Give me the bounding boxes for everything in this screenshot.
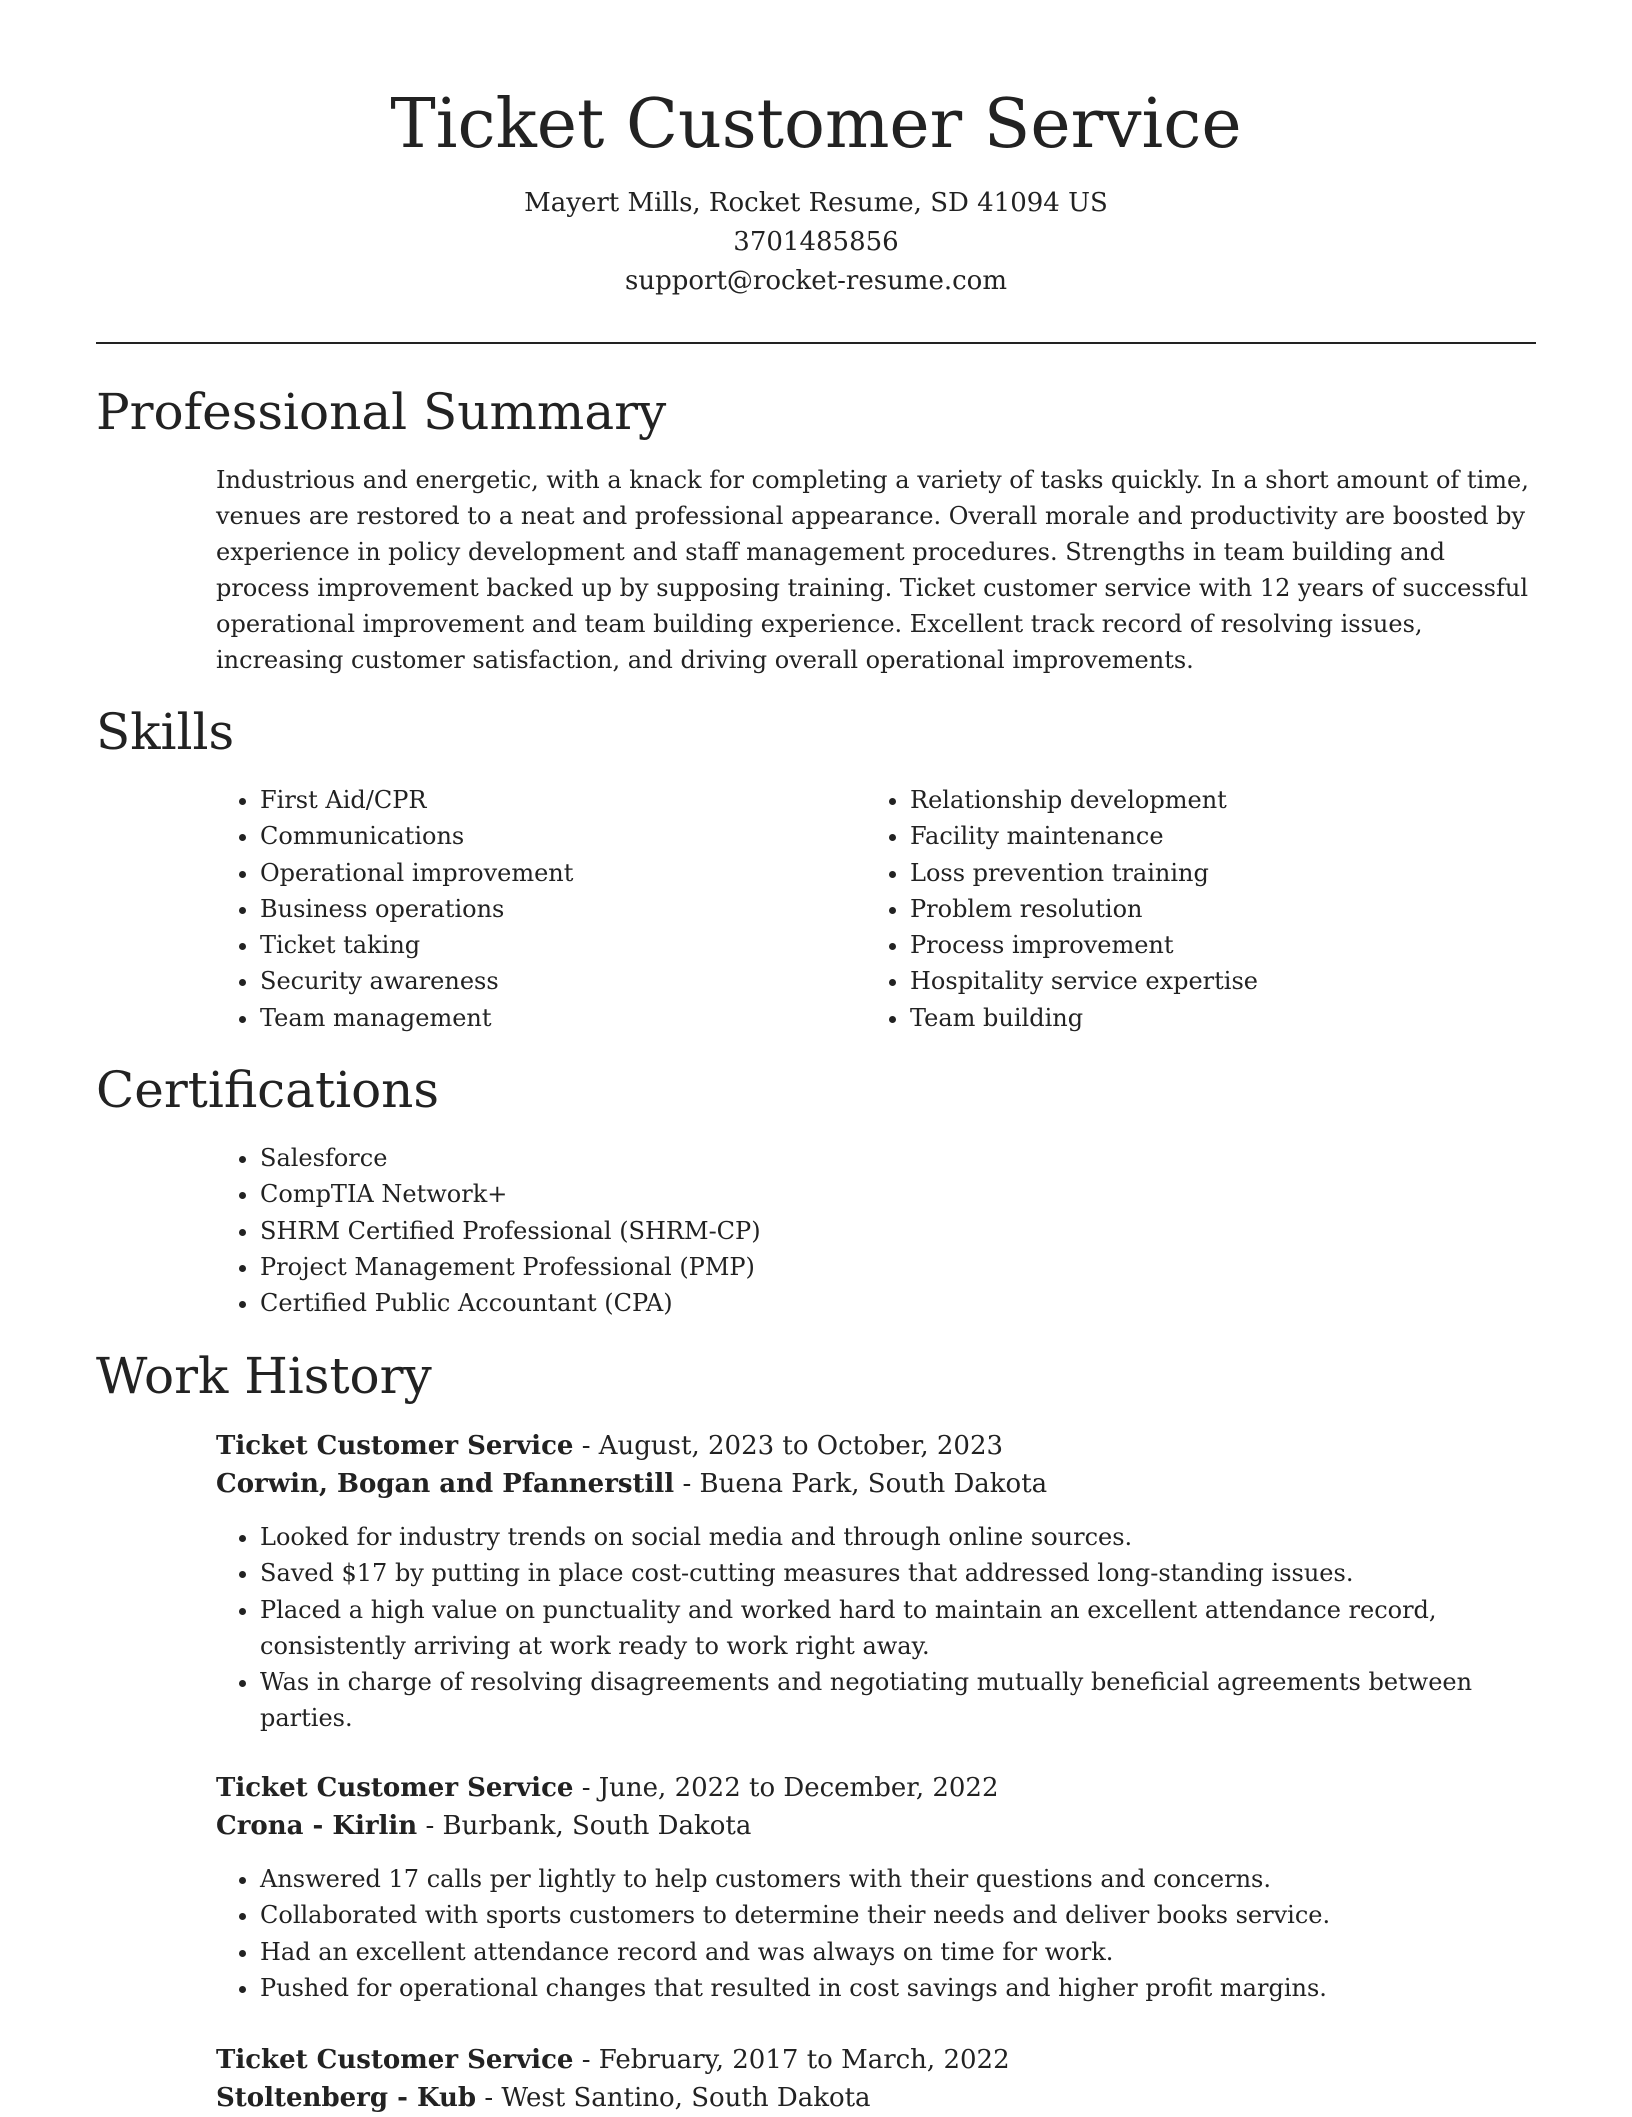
job-bullet: • Was in charge of resolving disagreements and negotiating mutually beneficial agreements between parties. xyxy=(260,1664,1536,1737)
job-company-line xyxy=(216,1807,1536,1845)
certification-item: • Project Management Professional (PMP) xyxy=(260,1249,1516,1285)
job-title-line xyxy=(216,1427,1536,1465)
job-title: Ticket Customer Service xyxy=(216,1773,574,1803)
skills-list-left xyxy=(216,782,816,1036)
skill-item: • Relationship development xyxy=(910,782,1536,818)
skill-item: • Business operations xyxy=(260,891,816,927)
job-title: Ticket Customer Service xyxy=(216,1431,574,1461)
job-entry xyxy=(216,1427,1536,1737)
job-company: Corwin, Bogan and Pfannerstill xyxy=(216,1469,675,1499)
job-dates: - June, 2022 to December, 2022 xyxy=(573,1773,999,1803)
job-bullet: • Collaborated with sports customers to determine their needs and deliver books service. xyxy=(260,1897,1536,1933)
skill-item: • Hospitality service expertise xyxy=(910,963,1536,999)
job-title: Ticket Customer Service xyxy=(216,2045,574,2075)
job-title-line xyxy=(216,2041,1536,2079)
job-bullets xyxy=(216,1861,1536,2006)
contact-phone: 3701485856 xyxy=(733,227,899,257)
job-bullet: • Answered 17 calls per lightly to help customers with their questions and concerns. xyxy=(260,1861,1536,1897)
job-bullet: • Looked for industry trends on social media and through online sources. xyxy=(260,1519,1536,1555)
job-company-line xyxy=(216,1465,1536,1503)
job-entry xyxy=(216,2041,1536,2117)
section-title-summary: Professional Summary xyxy=(96,383,667,441)
resume-name: Ticket Customer Service xyxy=(390,85,1242,164)
skill-item: • Loss prevention training xyxy=(910,855,1536,891)
section-title-certifications: Certifications xyxy=(96,1061,440,1119)
header-divider xyxy=(96,342,1536,344)
job-company-line xyxy=(216,2079,1536,2117)
skill-item: • Problem resolution xyxy=(910,891,1536,927)
job-bullets xyxy=(216,1519,1536,1737)
skill-item: • Facility maintenance xyxy=(910,818,1536,854)
job-bullet: • Had an excellent attendance record and was always on time for work. xyxy=(260,1934,1536,1970)
skill-item: • Ticket taking xyxy=(260,927,816,963)
certification-item: • SHRM Certified Professional (SHRM-CP) xyxy=(260,1213,1516,1249)
job-bullet: • Placed a high value on punctuality and worked hard to maintain an excellent attendance record, consistently arriving at work ready to work right away. xyxy=(260,1592,1536,1665)
skill-item: • First Aid/CPR xyxy=(260,782,816,818)
contact-block xyxy=(0,184,1632,301)
job-dates: - February, 2017 to March, 2022 xyxy=(573,2045,1010,2075)
section-title-skills: Skills xyxy=(96,703,235,761)
skills-column-left xyxy=(216,782,816,1036)
certifications-block xyxy=(216,1140,1516,1321)
job-company: Stoltenberg - Kub xyxy=(216,2083,477,2113)
job-bullet: • Saved $17 by putting in place cost-cutting measures that addressed long-standing issues. xyxy=(260,1555,1536,1591)
certification-item: • Salesforce xyxy=(260,1140,1516,1176)
job-dates: - August, 2023 to October, 2023 xyxy=(573,1431,1004,1461)
skill-item: • Security awareness xyxy=(260,963,816,999)
section-title-work-history: Work History xyxy=(96,1347,432,1405)
certification-item: • CompTIA Network+ xyxy=(260,1176,1516,1212)
resume-header xyxy=(0,80,1632,301)
job-location: - West Santino, South Dakota xyxy=(476,2083,871,2113)
job-title-line xyxy=(216,1769,1536,1807)
certification-item: • Certified Public Accountant (CPA) xyxy=(260,1285,1516,1321)
skill-item: • Operational improvement xyxy=(260,855,816,891)
skill-item: • Team management xyxy=(260,1000,816,1036)
contact-email: support@rocket-resume.com xyxy=(624,266,1007,296)
job-location: - Burbank, South Dakota xyxy=(417,1811,752,1841)
job-company: Crona - Kirlin xyxy=(216,1811,418,1841)
job-bullet: • Pushed for operational changes that resulted in cost savings and higher profit margins. xyxy=(260,1970,1536,2006)
job-entry xyxy=(216,1769,1536,2006)
contact-address: Mayert Mills, Rocket Resume, SD 41094 US xyxy=(524,188,1108,218)
job-location: - Buena Park, South Dakota xyxy=(674,1469,1048,1499)
certifications-list xyxy=(216,1140,1516,1321)
skill-item: • Communications xyxy=(260,818,816,854)
skills-list-right xyxy=(866,782,1536,1036)
skill-item: • Process improvement xyxy=(910,927,1536,963)
summary-text: Industrious and energetic, with a knack for completing a variety of tasks quickly. In a short amount of time, venues are restored to a neat and professional appearance. Overall morale and productivity are boosted by experience in policy development and staff management procedures. Strengths in team building and process improvement backed up by supposing training. Ticket customer service with 12 years of successful operational improvement and team building experience. Excellent track record of resolving issues, increasing customer satisfaction, and driving overall operational improvements. xyxy=(216,466,1529,674)
skills-column-right xyxy=(866,782,1536,1036)
skill-item: • Team building xyxy=(910,1000,1536,1036)
